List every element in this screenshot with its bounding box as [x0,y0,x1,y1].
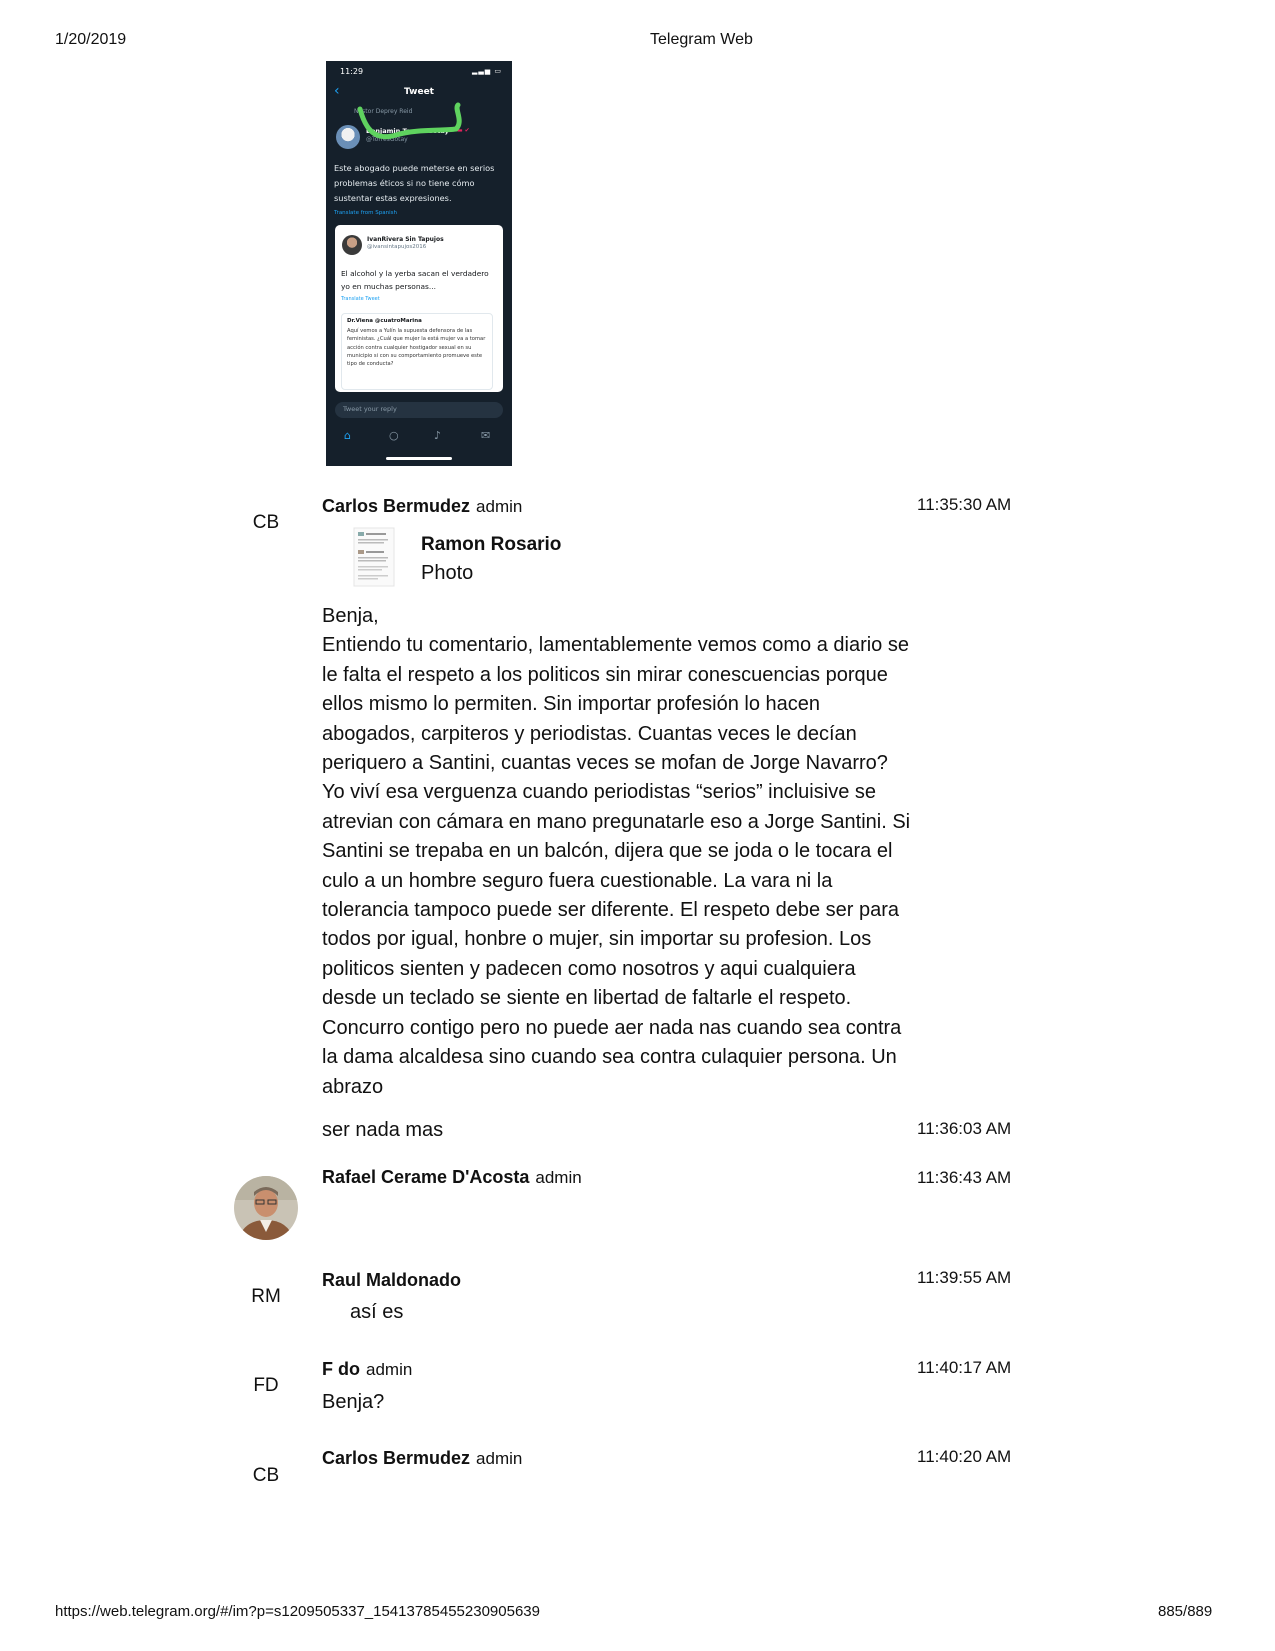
avatar-initials: CB [252,512,280,533]
reply-box [335,402,503,418]
admin-badge: admin [476,1449,523,1468]
message-text: Benja? [322,1391,385,1413]
inner-quote-name: Dr.Viena @cuatroMarina [347,318,422,324]
page-url: https://web.telegram.org/#/im?p=s1209505337_15413785455230905639 [55,1603,540,1620]
retweeted-by: Nestor Deprey Reid [354,108,413,115]
search-icon: ○ [389,429,399,442]
status-time: 11:29 [340,67,364,76]
bell-icon: ♪ [434,429,442,442]
inner-quote-text: Aquí vemos a Yulín la supuesta defensora de las feministas. ¿Cuál que mujer la está mujer va a tomar acción contra cualquier hostigador sexual en su municipio si con su comportamiento promueve este tipo de conducta? [347,328,486,368]
message-text: Benja, Entiendo tu comentario, lamentablemente vemos como a diario se le falta el respeto a los politicos sin mirar conescuencias porque ellos mismo lo permiten. Sin importar profesión lo hacen abogados, carpiteros y periodistas. Cuantas veces le decían periquero a Santini, cuantas veces se mofan de Jorge Navarro? Yo viví esa verguenza cuando periodistas “serios” incluisive se atrevian con cámara en mano pregunatarle eso a Jorge Santini. Si Santini se trepaba en un balcón, dijera que se joda o le tocara el culo a un hombre seguro fuera cuestionable. La vara ni la tolerancia tampoco puede ser diferente. El respeto debe ser para todos por igual, honbre o mujer, sin importar su profesion. Los politicos sienten y padecen como nosotros y aqui cualquiera desde un teclado se siente en libertad de faltarle el respeto. Concurro contigo pero no puede aer nada nas cuando sea contra la dama alcaldesa sino cuando sea contra culaquier persona. Un abrazo [322,605,911,1098]
forwarded-photo-thumbnail[interactable] [352,526,396,588]
sender-name[interactable]: F do admin [322,1359,413,1379]
quoted-handle: @ivansintapujos2016 [367,244,427,250]
message-text: ser nada mas [322,1119,444,1141]
translate-link: Translate from Spanish [334,210,397,216]
sender-name[interactable]: Rafael Cerame D'Acosta admin [322,1167,582,1187]
reply-placeholder: Tweet your reply [343,405,397,413]
admin-badge: admin [535,1168,582,1187]
home-icon: ⌂ [344,429,351,442]
tab-bar [326,423,512,453]
message-text: así es [350,1301,404,1323]
user-photo-icon [234,1176,298,1240]
admin-badge: admin [476,497,523,516]
sender-name[interactable]: Carlos Bermudez admin [322,1448,523,1468]
forwarded-media-label: Photo [421,562,474,584]
author-handle: @TorresGotay [366,136,408,143]
signal-icon: ▂▃▅ ▭ [472,67,502,75]
avatar-initials: FD [253,1375,279,1396]
print-date: 1/20/2019 [55,31,127,48]
message-time: 11:35:30 AM [917,495,1012,514]
sender-name[interactable]: Carlos Bermudez admin [322,496,523,516]
quoted-tweet-card [335,225,503,392]
message-time: 11:40:20 AM [917,1447,1012,1466]
flag-icon: ▬ ✔ [457,127,470,134]
quoted-text: El alcohol y la yerba sacan el verdadero yo en muchas personas... [341,269,489,291]
avatar-initials: RM [251,1286,281,1307]
mail-icon: ✉ [481,429,491,442]
message-time: 11:36:43 AM [917,1168,1012,1187]
page-title: Telegram Web [650,31,753,48]
sender-name[interactable]: Raul Maldonado [322,1270,461,1290]
message-time: 11:40:17 AM [917,1358,1012,1377]
tweet-text: Este abogado puede meterse en serios problemas éticos si no tiene cómo sustentar estas expresiones. [334,163,495,203]
inner-quote [341,313,493,390]
admin-badge: admin [366,1360,413,1379]
document-icon [352,526,396,588]
tweet-screenshot-image[interactable] [326,61,512,466]
avatar-initials: CB [252,1465,280,1486]
back-arrow-icon: ‹ [334,83,340,99]
quoted-avatar [342,235,362,255]
quoted-name: IvanRivera Sin Tapujos [367,236,444,243]
avatar[interactable] [234,1176,298,1240]
author-name: Benjamin Torres Gotay [366,127,449,135]
forwarded-from-name[interactable]: Ramon Rosario [421,534,562,555]
message-time: 11:36:03 AM [917,1119,1012,1138]
screen-title: Tweet [404,87,434,97]
page-number: 885/889 [1158,1603,1213,1620]
green-scribble-icon [346,101,506,161]
home-indicator [386,457,452,460]
message-time: 11:39:55 AM [917,1268,1012,1287]
quoted-translate-link: Translate Tweet [341,296,380,302]
